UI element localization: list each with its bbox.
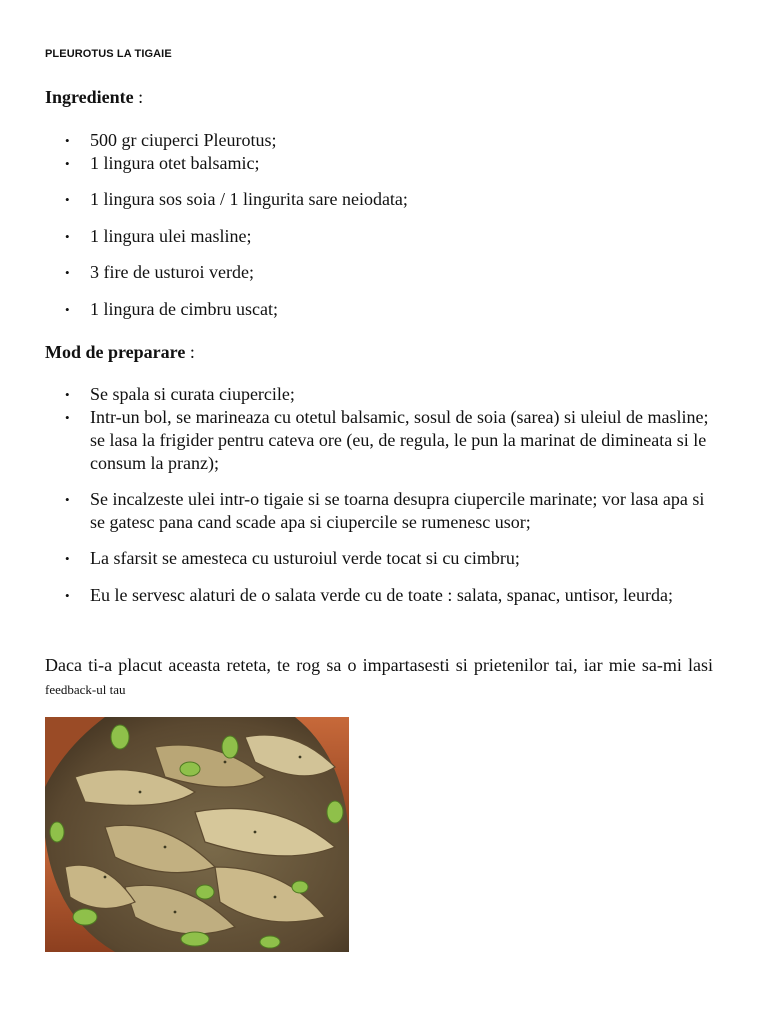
ingredient-text: 3 fire de usturoi verde; [90,262,254,282]
closing-text: Daca ti-a placut aceasta reteta, te rog sa o impartasesti si prietenilor tai, iar mie sa-mi lasi [45,655,713,675]
bullet-icon [65,225,70,248]
list-item [45,188,715,211]
bullet-icon [65,298,70,321]
feedback-text: feedback-ul tau [45,682,126,697]
dish-photo [45,717,349,952]
ingredient-text: 500 gr ciuperci Pleurotus; [90,130,277,150]
ingredients-heading-suffix: : [133,87,144,107]
step-text: La sfarsit se amesteca cu usturoiul verde tocat si cu cimbru; [90,548,520,568]
ingredient-text: 1 lingura otet balsamic; [90,153,260,173]
ingredients-list [45,129,715,321]
list-item [45,383,715,406]
ingredient-text: 1 lingura ulei masline; [90,226,252,246]
ingredient-text: 1 lingura de cimbru uscat; [90,299,278,319]
document-title: PLEUROTUS LA TIGAIE [45,48,172,60]
step-text: Se incalzeste ulei intr-o tigaie si se toarna desupra ciupercile marinate; vor lasa apa si se gatesc pana cand scade apa si ciupercile se rumenesc usor; [90,489,705,532]
bullet-icon [65,129,70,152]
list-item [45,584,715,607]
closing-paragraph [45,654,713,701]
bullet-icon [65,261,70,284]
list-item [45,152,715,175]
bullet-icon [65,488,70,511]
list-item [45,406,715,475]
ingredients-heading [45,87,143,108]
list-item [45,261,715,284]
list-item [45,298,715,321]
list-item [45,225,715,248]
ingredient-text: 1 lingura sos soia / 1 lingurita sare neiodata; [90,189,408,209]
step-text: Intr-un bol, se marineaza cu otetul balsamic, sosul de soia (sarea) si uleiul de masline; se lasa la frigider pentru cateva ore (eu, de regula, le pun la marinat de dimineata si le consum la pranz); [90,407,709,473]
step-text: Eu le servesc alaturi de o salata verde cu de toate : salata, spanac, untisor, leurda; [90,585,674,605]
preparation-heading-label: Mod de preparare [45,342,186,362]
step-text: Se spala si curata ciupercile; [90,384,295,404]
preparation-heading-suffix: : [185,342,195,362]
list-item [45,488,715,534]
bullet-icon [65,188,70,211]
preparation-list [45,383,715,607]
list-item [45,547,715,570]
ingredients-heading-label: Ingrediente [45,87,134,107]
bullet-icon [65,406,70,429]
bullet-icon [65,547,70,570]
mushroom-dish-illustration [45,717,349,952]
bullet-icon [65,152,70,175]
bullet-icon [65,584,70,607]
bullet-icon [65,383,70,406]
preparation-heading [45,342,195,363]
list-item [45,129,715,152]
